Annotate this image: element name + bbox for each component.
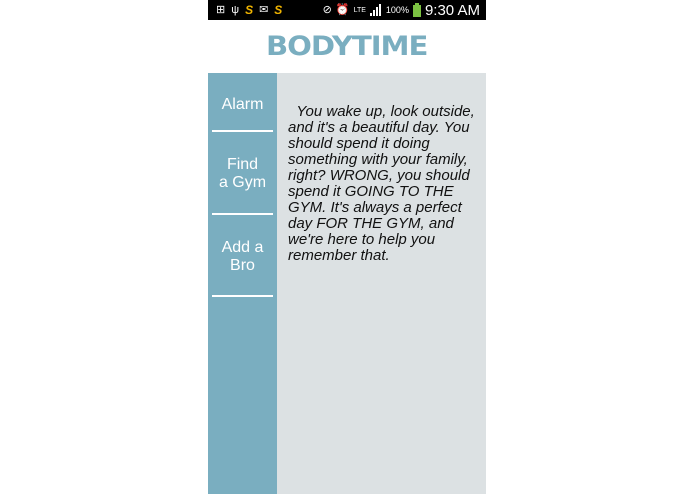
sidebar-item-alarm[interactable]: Alarm	[221, 96, 264, 113]
signal-icon	[370, 4, 382, 16]
sidebar-divider	[212, 295, 273, 297]
mail-icon: ✉	[259, 4, 269, 16]
status-bar-system	[323, 0, 480, 20]
sidebar-item-add-a-bro[interactable]: Add a Bro	[221, 239, 264, 274]
sidebar	[208, 73, 277, 494]
s-app-icon: S	[274, 3, 283, 17]
intro-text: You wake up, look outside, and it's a beautiful day. You should spend it doing something with your family, right? WRONG, you should spend it GOING TO THE GYM. It's always a perfect day FOR THE GYM, and we're here to help you remember that.	[288, 103, 479, 264]
phone-screen	[208, 0, 486, 494]
battery-icon	[413, 3, 421, 17]
status-bar-notifications	[216, 2, 282, 18]
mute-icon: ⊘	[322, 4, 332, 16]
alarm-icon: ⏰	[335, 4, 350, 16]
app-logo: BODYTIME	[266, 31, 428, 62]
battery-percent: 100%	[385, 5, 409, 15]
network-type: LTE	[353, 6, 366, 14]
sidebar-divider	[212, 130, 273, 132]
main-content	[277, 73, 486, 494]
sidebar-item-find-a-gym[interactable]: Find a Gym	[218, 156, 267, 191]
s-app-icon: S	[245, 3, 254, 17]
add-box-icon: ⊞	[216, 4, 226, 16]
sidebar-divider	[212, 213, 273, 215]
status-bar	[208, 0, 486, 20]
clock: 9:30 AM	[424, 1, 480, 19]
header	[208, 20, 486, 73]
usb-icon: ψ	[231, 4, 240, 16]
